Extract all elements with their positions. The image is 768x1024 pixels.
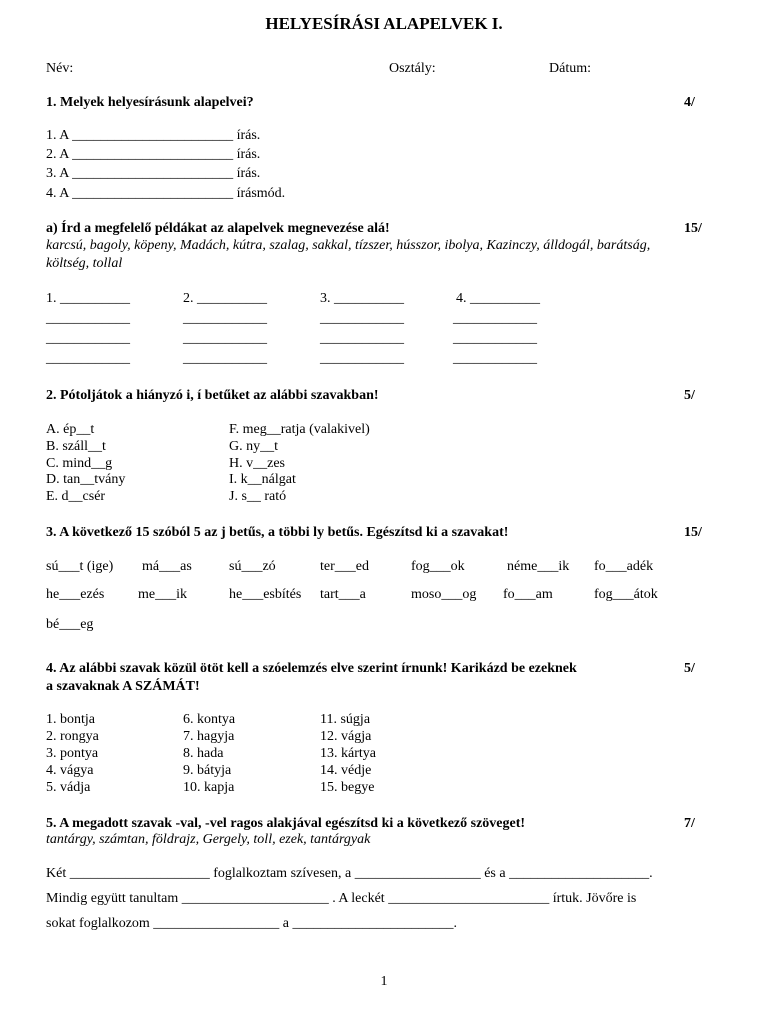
q3-word: néme___ik — [507, 559, 570, 574]
q2-item: A. ép__t — [46, 422, 95, 437]
q3-word: me___ik — [138, 587, 187, 602]
date-label: Dátum: — [549, 61, 591, 76]
q2-item: J. s__ rató — [229, 489, 287, 504]
q5-text-line3: sokat foglalkozom __________________ a _______________________. — [46, 916, 458, 931]
q1-heading: 1. Melyek helyesírásunk alapelvei? — [46, 95, 254, 110]
q4-word: 12. vágja — [320, 729, 372, 744]
q4-word: 6. kontya — [183, 712, 236, 727]
q3-word: fog___átok — [594, 587, 658, 602]
q4-word: 5. vádja — [46, 780, 91, 795]
q4-word: 7. hagyja — [183, 729, 235, 744]
q1a-blank: ____________ — [453, 351, 537, 366]
q4-word: 4. vágya — [46, 763, 94, 778]
page-number: 1 — [380, 974, 388, 989]
q1a-column-header: 3. __________ — [320, 291, 404, 306]
q3-word: fo___adék — [594, 559, 654, 574]
q1a-heading: a) Írd a megfelelő példákat az alapelvek megnevezése alá! — [46, 221, 390, 236]
q1a-score: 15/ — [684, 221, 702, 236]
q4-word: 3. pontya — [46, 746, 99, 761]
q1-line: 3. A _______________________ írás. — [46, 166, 261, 181]
q1a-blank: ____________ — [453, 311, 537, 326]
q1a-blank: ____________ — [320, 311, 404, 326]
name-label: Név: — [46, 61, 74, 76]
q4-word: 11. súgja — [320, 712, 371, 727]
q1-score: 4/ — [684, 95, 695, 110]
q4-word: 14. védje — [320, 763, 372, 778]
q4-word: 2. rongya — [46, 729, 99, 744]
q3-heading: 3. A következő 15 szóból 5 az j betűs, a többi ly betűs. Egészítsd ki a szavakat! — [46, 525, 509, 540]
q4-heading-line1: 4. Az alábbi szavak közül ötöt kell a szóelemzés elve szerint írnunk! Karikázd be ezeknek — [46, 661, 577, 676]
q2-item: I. k__nálgat — [229, 472, 296, 487]
q3-score: 15/ — [684, 525, 702, 540]
q2-item: G. ny__t — [229, 439, 278, 454]
q1a-blank: ____________ — [46, 351, 130, 366]
q1a-words-line2: költség, tollal — [46, 256, 123, 271]
q3-word: fog___ok — [411, 559, 465, 574]
q2-item: E. d__csér — [46, 489, 106, 504]
q5-words: tantárgy, számtan, földrajz, Gergely, toll, ezek, tantárgyak — [46, 832, 371, 847]
q1-line: 4. A _______________________ írásmód. — [46, 186, 286, 201]
q2-item: H. v__zes — [229, 456, 285, 471]
q4-word: 15. begye — [320, 780, 375, 795]
q4-word: 9. bátyja — [183, 763, 232, 778]
q3-word: ter___ed — [320, 559, 369, 574]
q4-score: 5/ — [684, 661, 695, 676]
q5-heading: 5. A megadott szavak -val, -vel ragos alakjával egészítsd ki a következő szöveget! — [46, 816, 526, 831]
q2-item: C. mind__g — [46, 456, 113, 471]
q5-text-line1: Két ____________________ foglalkoztam szívesen, a __________________ és a ____________________. — [46, 866, 653, 881]
q3-word: bé___eg — [46, 617, 94, 632]
q3-word: he___ezés — [46, 587, 105, 602]
q1a-blank: ____________ — [46, 331, 130, 346]
q2-item: F. meg__ratja (valakivel) — [229, 422, 370, 437]
q4-word: 13. kártya — [320, 746, 376, 761]
q1a-column-header: 2. __________ — [183, 291, 267, 306]
q4-word: 8. hada — [183, 746, 224, 761]
q1a-blank: ____________ — [320, 351, 404, 366]
q1-line: 1. A _______________________ írás. — [46, 128, 261, 143]
q1a-blank: ____________ — [183, 331, 267, 346]
q2-heading: 2. Pótoljátok a hiányzó i, í betűket az alábbi szavakban! — [46, 388, 379, 403]
q1a-words-line1: karcsú, bagoly, köpeny, Madách, kútra, szalag, sakkal, tízszer, hússzor, ibolya, Kazinczy, álldogál, barátság, — [46, 238, 651, 253]
q1a-blank: ____________ — [183, 311, 267, 326]
q2-item: B. száll__t — [46, 439, 106, 454]
q4-word: 1. bontja — [46, 712, 95, 727]
q1a-blank: ____________ — [183, 351, 267, 366]
q1a-blank: ____________ — [46, 311, 130, 326]
q1a-blank: ____________ — [320, 331, 404, 346]
q5-text-line2: Mindig együtt tanultam _____________________ . A leckét _______________________ írtuk. Jövőre is — [46, 891, 637, 906]
q3-word: má___as — [142, 559, 192, 574]
q1a-column-header: 1. __________ — [46, 291, 130, 306]
q4-heading-line2: a szavaknak A SZÁMÁT! — [46, 679, 200, 694]
q3-word: sú___t (ige) — [46, 559, 114, 574]
q5-score: 7/ — [684, 816, 695, 831]
q2-item: D. tan__tvány — [46, 472, 126, 487]
q3-word: sú___zó — [229, 559, 276, 574]
q3-word: tart___a — [320, 587, 366, 602]
q4-word: 10. kapja — [183, 780, 235, 795]
q1a-column-header: 4. __________ — [456, 291, 540, 306]
q3-word: fo___am — [503, 587, 553, 602]
q3-word: he___esbítés — [229, 587, 302, 602]
page-title: HELYESÍRÁSI ALAPELVEK I. — [265, 14, 503, 33]
q3-word: moso___og — [411, 587, 477, 602]
q1a-blank: ____________ — [453, 331, 537, 346]
class-label: Osztály: — [389, 61, 436, 76]
q2-score: 5/ — [684, 388, 695, 403]
q1-line: 2. A _______________________ írás. — [46, 147, 261, 162]
